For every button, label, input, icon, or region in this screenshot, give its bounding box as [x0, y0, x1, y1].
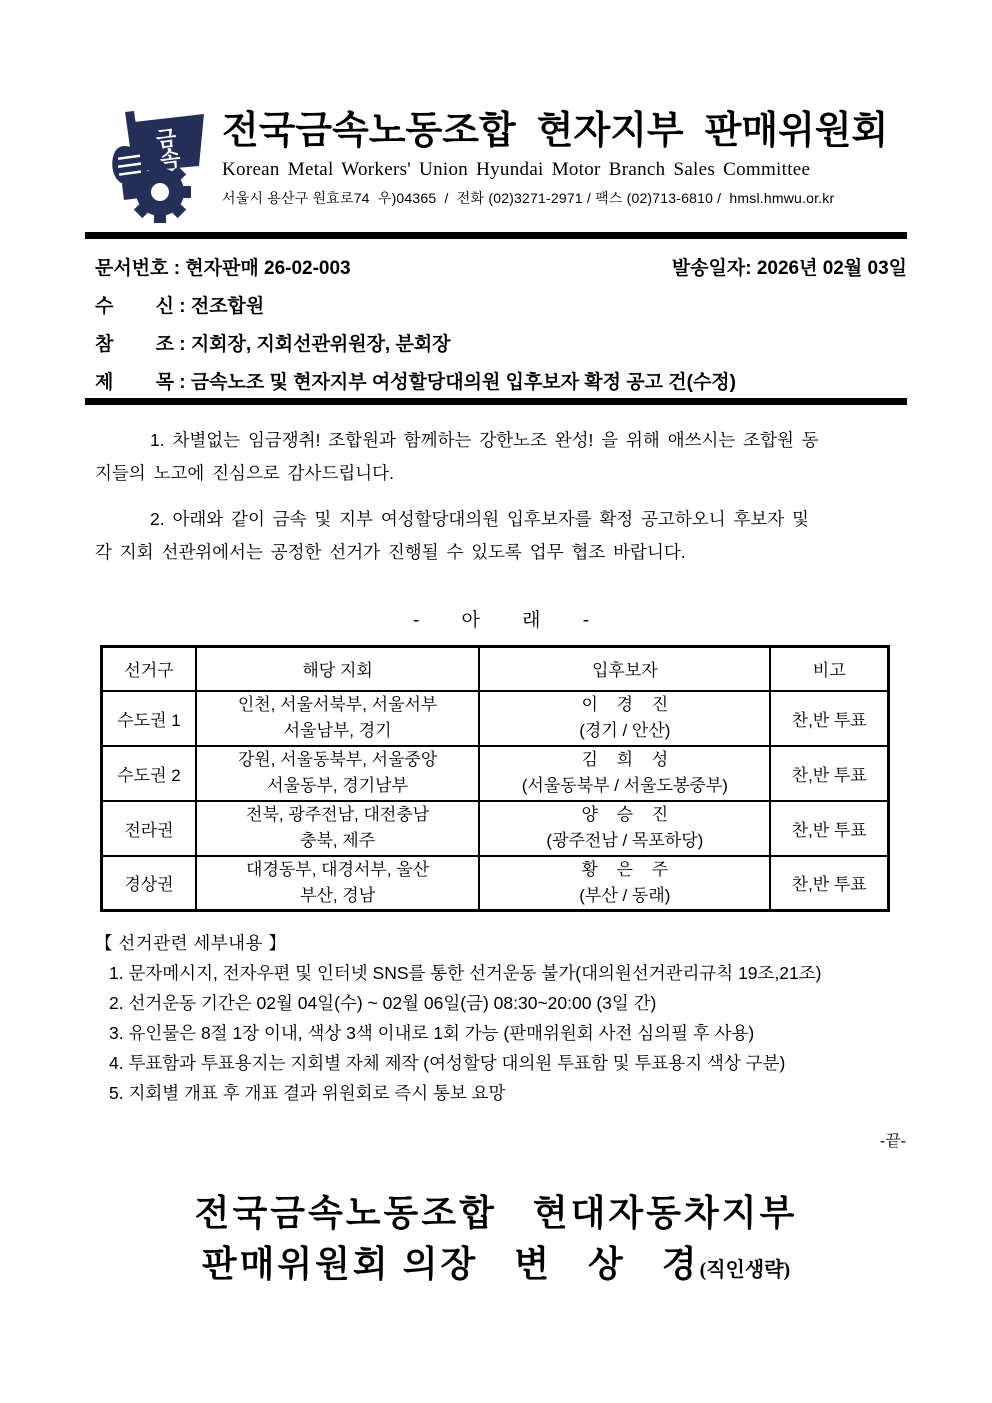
chapters-line: 대경동부, 대경서부, 울산	[246, 859, 430, 879]
details-item: 4. 투표함과 투표용지는 지회별 자체 제작 (여성할당 대의원 투표함 및 투표용지 색상 구분)	[109, 1053, 786, 1073]
candidate-branch: (서울동북부 / 서울도봉중부)	[521, 776, 728, 795]
below-section-label: - 아 래 -	[412, 610, 590, 631]
chapters-line: 서울동부, 경기남부	[267, 776, 408, 795]
cell-candidate	[479, 746, 770, 801]
signature-block	[0, 1190, 992, 1294]
col-header-chapters: 해당 지회	[196, 647, 479, 691]
meta-cc: 참 조 : 지회장, 지회선관위원장, 분회장	[95, 334, 451, 355]
letterhead-text	[222, 106, 888, 226]
divider-mid	[85, 398, 907, 405]
cell-candidate	[479, 856, 770, 911]
candidate-name: 이 경 진	[581, 695, 669, 714]
chapters-line: 서울남부, 경기	[283, 721, 392, 740]
table-row	[102, 801, 889, 856]
table-row	[102, 856, 889, 911]
paragraph-line: 1. 차별없는 임금쟁취! 조합원과 함께하는 강한노조 완성! 을 위해 애쓰시는 조합원 동	[150, 430, 819, 450]
signature-org: 전국금속노동조합 현대자동차지부	[194, 1193, 798, 1233]
cell-candidate	[479, 691, 770, 746]
svg-text:금: 금	[155, 127, 178, 153]
details-item: 5. 지회별 개표 후 개표 결과 위원회로 즉시 통보 요망	[109, 1083, 506, 1103]
chapters-line: 강원, 서울동북부, 서울중앙	[237, 750, 438, 769]
cell-district: 전라권	[102, 801, 196, 856]
seal-omitted-note: (직인생략)	[699, 1259, 791, 1281]
col-header-candidate: 입후보자	[479, 647, 770, 691]
chapters-line: 인천, 서울서북부, 서울서부	[237, 695, 438, 714]
candidate-branch: (광주전남 / 목포하당)	[546, 831, 704, 850]
election-details	[95, 928, 911, 1108]
letterhead	[98, 106, 910, 226]
chapters-line: 부산, 경남	[300, 885, 376, 905]
cell-note: 찬,반 투표	[770, 691, 888, 746]
signature-chairman	[0, 1240, 992, 1294]
org-address-line: 서울시 용산구 원효로74 우)04365 / 전화 (02)3271-2971 / 팩스 (02)713-6810 / hmsl.hmwu.or.kr	[222, 190, 835, 206]
document-meta	[95, 250, 907, 402]
candidate-branch: (부산 / 동래)	[579, 885, 671, 905]
candidate-branch: (경기 / 안산)	[579, 721, 671, 740]
chapters-line: 충북, 제주	[300, 831, 376, 850]
end-mark: -끝-	[879, 1133, 906, 1150]
divider-top	[85, 232, 907, 239]
cell-note: 찬,반 투표	[770, 746, 888, 801]
table-header-row	[102, 647, 889, 691]
col-header-district: 선거구	[102, 647, 196, 691]
cell-district: 수도권 1	[102, 691, 196, 746]
cell-candidate	[479, 801, 770, 856]
details-item: 1. 문자메시지, 전자우편 및 인터넷 SNS를 통한 선거운동 불가(대의원선거관리규칙 19조,21조)	[109, 963, 822, 983]
cell-chapters	[196, 801, 479, 856]
meta-docno-line	[95, 250, 907, 288]
cell-chapters	[196, 856, 479, 911]
org-title: 전국금속노동조합 현자지부 판매위원회	[222, 110, 889, 152]
candidate-name: 양 승 진	[581, 805, 669, 824]
chapters-line: 전북, 광주전남, 대전충남	[246, 805, 430, 824]
details-heading: 【 선거관련 세부내용 】	[95, 933, 287, 953]
details-item: 2. 선거운동 기간은 02월 04일(수) ~ 02월 06일(금) 08:30~20:00 (3일 간)	[109, 993, 657, 1013]
col-header-note: 비고	[770, 647, 888, 691]
union-flag-logo-icon	[98, 106, 216, 226]
signature-name: 판매위원회 의장 변 상 경	[201, 1244, 700, 1284]
cell-chapters	[196, 746, 479, 801]
cell-district: 경상권	[102, 856, 196, 911]
cell-note: 찬,반 투표	[770, 856, 888, 911]
table-row	[102, 746, 889, 801]
candidates-table	[100, 645, 890, 912]
details-item: 3. 유인물은 8절 1장 이내, 색상 3색 이내로 1회 가능 (판매위원회 사전 심의필 후 사용)	[109, 1023, 755, 1043]
svg-text:속: 속	[159, 147, 182, 173]
body-paragraph-2	[95, 503, 909, 569]
table-row	[102, 691, 889, 746]
doc-number: 문서번호 : 현자판매 26-02-003	[95, 258, 351, 279]
meta-subject: 제 목 : 금속노조 및 현자지부 여성할당대의원 입후보자 확정 공고 건(수정)	[95, 372, 736, 393]
candidate-name: 김 희 성	[581, 750, 669, 769]
paragraph-line: 지들의 노고에 진심으로 감사드립니다.	[95, 463, 394, 483]
paragraph-line: 2. 아래와 같이 금속 및 지부 여성할당대의원 입후보자를 확정 공고하오니 후보자 및	[150, 509, 809, 529]
send-date: 발송일자: 2026년 02월 03일	[671, 258, 907, 279]
meta-recipient: 수 신 : 전조합원	[95, 296, 265, 317]
cell-district: 수도권 2	[102, 746, 196, 801]
body-paragraph-1	[95, 424, 909, 490]
org-subtitle-english: Korean Metal Workers' Union Hyundai Motor Branch Sales Committee	[222, 159, 811, 180]
cell-note: 찬,반 투표	[770, 801, 888, 856]
cell-chapters	[196, 691, 479, 746]
paragraph-line: 각 지회 선관위에서는 공정한 선거가 진행될 수 있도록 업무 협조 바랍니다.	[95, 542, 686, 562]
candidate-name: 황 은 주	[581, 859, 669, 879]
